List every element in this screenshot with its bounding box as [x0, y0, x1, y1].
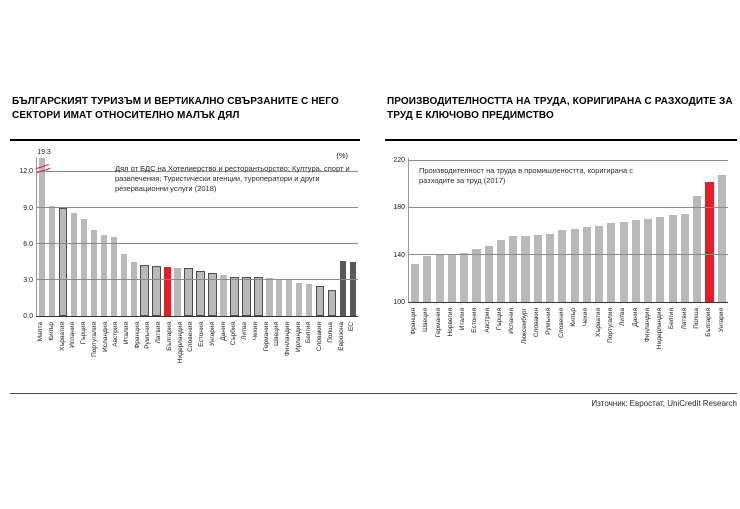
bar — [632, 220, 640, 302]
bar — [254, 277, 262, 317]
x-axis-label — [208, 320, 219, 390]
x-axis-label-text: Гърция — [496, 308, 504, 331]
x-axis-label-text: Италия — [459, 308, 467, 331]
bar — [669, 215, 677, 302]
bar — [230, 277, 238, 317]
y-axis-tick-label: 3.0 — [23, 276, 33, 284]
bar — [607, 223, 615, 302]
x-axis-label — [326, 320, 337, 390]
x-axis-label-text: Унгария — [717, 308, 725, 333]
x-axis-label-text: Германия — [262, 322, 270, 352]
x-axis-label — [617, 306, 629, 376]
x-axis-label-text: Румъния — [144, 322, 152, 349]
tourism-share-bar-chart — [10, 149, 360, 398]
x-axis-label-text: Сърбия — [230, 322, 238, 346]
bar-highlight — [705, 182, 713, 302]
bar-aggregate — [350, 262, 356, 316]
x-axis-label — [100, 320, 111, 390]
x-axis-label-text: Полша — [693, 308, 701, 329]
x-axis-label-text: Белгия — [668, 308, 676, 329]
x-axis-label-text: Нидерландия — [656, 308, 664, 350]
x-axis-label-text: Португалия — [90, 322, 98, 357]
x-axis-label-text: ЕС — [348, 322, 356, 332]
bar — [184, 268, 192, 316]
x-axis-label-text: Литва — [241, 322, 249, 340]
bar — [140, 265, 148, 316]
y-axis-tick-label: 6.0 — [23, 240, 33, 248]
x-axis-label-text: Люксембург — [520, 308, 528, 345]
x-axis-label-text: Словения — [557, 308, 565, 338]
x-axis-label-text: Швеция — [273, 322, 281, 346]
bar — [497, 240, 505, 302]
bar — [521, 236, 529, 302]
x-axis-label — [543, 306, 555, 376]
gridline — [409, 160, 728, 161]
x-axis-label — [408, 306, 420, 376]
x-axis-label-text: България — [705, 308, 713, 337]
x-axis-label-text: Франция — [133, 322, 141, 349]
x-axis-label — [568, 306, 580, 376]
bar — [152, 266, 160, 316]
x-axis-label — [57, 320, 68, 390]
y-axis-tick-label: 180 — [393, 204, 405, 212]
x-axis-label — [154, 320, 165, 390]
bar — [558, 230, 566, 302]
x-axis-label — [283, 320, 294, 390]
x-axis-label-text: Швеция — [422, 308, 430, 332]
bar — [509, 236, 517, 302]
x-axis-label — [122, 320, 133, 390]
bar — [656, 217, 664, 302]
bar — [546, 234, 554, 302]
x-axis-label-text: Исландия — [101, 322, 109, 352]
x-axis-label — [470, 306, 482, 376]
x-axis-label-text: Испания — [508, 308, 516, 334]
x-axis-label-text: Хърватия — [58, 322, 66, 351]
x-axis-label-text: Белгия — [305, 322, 313, 343]
bar — [39, 158, 45, 316]
x-axis-label — [716, 306, 728, 376]
x-axis-label-text: Ирландия — [294, 322, 302, 353]
y-axis — [385, 156, 407, 306]
plot-area — [36, 149, 358, 317]
x-axis-label — [47, 320, 58, 390]
x-axis-label — [133, 320, 144, 390]
y-axis-tick-label: 9.0 — [23, 204, 33, 212]
bar — [620, 222, 628, 302]
productivity-bar-chart — [385, 158, 737, 398]
x-axis-label — [507, 306, 519, 376]
bar — [49, 206, 55, 316]
x-axis-label — [580, 306, 592, 376]
right-chart-note: Производителност на труда в промишлеността, коригирана с разходите за труд (2017) — [419, 166, 633, 185]
x-axis-label — [519, 306, 531, 376]
x-axis-label — [197, 320, 208, 390]
source-note: Източник: Евростат, UniCredit Research — [591, 399, 737, 408]
bar — [583, 227, 591, 302]
x-axis-label — [90, 320, 101, 390]
bar — [101, 235, 107, 316]
bar — [59, 208, 67, 316]
clipped-value-label: 19.3 — [37, 149, 51, 156]
bar — [242, 277, 250, 317]
bar — [111, 237, 117, 316]
x-axis-label — [556, 306, 568, 376]
x-axis-label — [704, 306, 716, 376]
y-axis-tick-label: 220 — [393, 156, 405, 164]
x-axis-label-text: Словакия — [533, 308, 541, 338]
x-axis-label — [79, 320, 90, 390]
x-axis-label-text: Норвегия — [446, 308, 454, 337]
left-chart-note: Дял от БДС на Хотелиерство и ресторантьорство; Култура, спорт и развлечения; Туристически агенции, туроператори и други резервационни услуги (2018) — [115, 164, 350, 193]
y-axis-tick-label: 100 — [393, 299, 405, 306]
x-axis-label-text: Финландия — [643, 308, 651, 343]
gridline — [409, 207, 728, 208]
bar — [571, 229, 579, 302]
x-axis-label — [261, 320, 272, 390]
bar — [71, 213, 77, 316]
bar — [595, 226, 603, 302]
y-axis-tick-label: 0.0 — [23, 313, 33, 320]
x-axis-label — [272, 320, 283, 390]
x-axis-label-text: Кипър — [47, 322, 55, 341]
x-axis-label-text: Естония — [471, 308, 479, 333]
x-axis-label-text: Дания — [631, 308, 639, 327]
x-axis-label — [691, 306, 703, 376]
x-axis-label — [654, 306, 666, 376]
bar — [436, 255, 444, 302]
bar — [693, 196, 701, 302]
bar — [306, 284, 312, 316]
x-axis-label-text: Гърция — [80, 322, 88, 345]
x-axis-label-text: Малта — [37, 322, 45, 342]
bar — [316, 286, 324, 316]
x-axis-label-text: Нидерландия — [176, 322, 184, 364]
x-axis-label-text: Германия — [434, 308, 442, 338]
bar — [81, 219, 87, 316]
title-rule — [10, 139, 360, 141]
bar — [448, 255, 456, 302]
bar — [644, 219, 652, 302]
gridline — [409, 254, 728, 255]
x-axis-label-text: Дания — [219, 322, 227, 341]
bar — [534, 235, 542, 302]
x-axis-label-text: Кипър — [569, 308, 577, 327]
plot-area — [408, 158, 728, 303]
x-axis-label-text: Полша — [326, 322, 334, 343]
bar — [196, 271, 204, 316]
y-axis — [10, 158, 35, 320]
x-axis-label — [531, 306, 543, 376]
bar — [174, 268, 180, 316]
x-axis-label-text: Хърватия — [594, 308, 602, 337]
x-axis-label-text: Испания — [69, 322, 77, 348]
x-axis-label — [457, 306, 469, 376]
gridline — [37, 279, 358, 280]
x-axis-label — [68, 320, 79, 390]
percent-unit-label: (%) — [336, 151, 348, 160]
x-axis-label — [165, 320, 176, 390]
x-axis-label — [176, 320, 187, 390]
left-chart-title: БЪЛГАРСКИЯТ ТУРИЗЪМ И ВЕРТИКАЛНО СВЪРЗАНИТЕ С НЕГО СЕКТОРИ ИМАТ ОТНОСИТЕЛНО МАЛЪК ДЯЛ — [12, 96, 339, 121]
bar — [460, 253, 468, 302]
bar-highlight — [164, 267, 170, 316]
x-axis-label-text: Франция — [409, 308, 417, 335]
x-axis-label — [667, 306, 679, 376]
x-axis-label-text: Еврозона — [337, 322, 345, 351]
x-axis-label — [445, 306, 457, 376]
bar — [266, 278, 272, 316]
bar — [681, 214, 689, 302]
x-axis-label-text: Естония — [198, 322, 206, 347]
bar — [718, 175, 726, 302]
bar — [220, 275, 226, 316]
x-axis-label — [420, 306, 432, 376]
x-axis-label-text: Австрия — [112, 322, 120, 347]
tourism-chart-panel — [10, 95, 360, 405]
x-axis-labels — [408, 306, 728, 376]
x-axis-label-text: Португалия — [606, 308, 614, 343]
x-axis-label — [433, 306, 445, 376]
x-axis-label — [679, 306, 691, 376]
y-axis-tick-label: 140 — [393, 251, 405, 259]
title-rule — [385, 139, 737, 141]
right-chart-title: ПРОИЗВОДИТЕЛНОСТТА НА ТРУДА, КОРИГИРАНА С РАЗХОДИТЕ ЗА ТРУД Е КЛЮЧОВО ПРЕДИМСТВО — [387, 96, 733, 121]
x-axis-label — [36, 320, 47, 390]
x-axis-label-text: Унгария — [208, 322, 216, 347]
x-axis-label — [304, 320, 315, 390]
bar — [328, 290, 336, 316]
x-axis-label — [294, 320, 305, 390]
x-axis-label — [482, 306, 494, 376]
x-axis-label — [186, 320, 197, 390]
x-axis-label — [251, 320, 262, 390]
x-axis-label — [111, 320, 122, 390]
x-axis-label — [240, 320, 251, 390]
bar — [276, 279, 282, 316]
x-axis-label-text: Латвия — [155, 322, 163, 344]
bar — [296, 283, 302, 317]
bar — [472, 249, 480, 302]
x-axis-label-text: Словакия — [316, 322, 324, 352]
x-axis-label — [229, 320, 240, 390]
bar — [286, 279, 292, 316]
productivity-chart-panel — [385, 95, 737, 405]
x-axis-label — [218, 320, 229, 390]
x-axis-label-text: Румъния — [545, 308, 553, 335]
x-axis-label-text: Чехия — [582, 308, 590, 327]
x-axis-label-text: Чехия — [251, 322, 259, 341]
x-axis-label — [630, 306, 642, 376]
x-axis-label — [347, 320, 358, 390]
x-axis-label — [605, 306, 617, 376]
x-axis-label-text: България — [165, 322, 173, 351]
footer-divider — [10, 393, 737, 394]
x-axis-label-text: Словения — [187, 322, 195, 352]
x-axis-label — [494, 306, 506, 376]
bar-aggregate — [340, 261, 346, 316]
x-axis-label-text: Литва — [619, 308, 627, 326]
x-axis-label — [143, 320, 154, 390]
bar — [411, 264, 419, 302]
x-axis-label — [337, 320, 348, 390]
x-axis-label-text: Латвия — [680, 308, 688, 330]
x-axis-labels — [36, 320, 358, 390]
y-axis-tick-label: 12.0 — [19, 168, 33, 176]
x-axis-label — [593, 306, 605, 376]
bar — [121, 254, 127, 316]
gridline — [37, 207, 358, 208]
bar — [423, 256, 431, 302]
bar — [131, 262, 137, 316]
x-axis-label — [315, 320, 326, 390]
gridline — [37, 243, 358, 244]
x-axis-label-text: Италия — [122, 322, 130, 345]
x-axis-label-text: Финландия — [284, 322, 291, 357]
x-axis-label-text: Австрия — [483, 308, 491, 333]
x-axis-label — [642, 306, 654, 376]
